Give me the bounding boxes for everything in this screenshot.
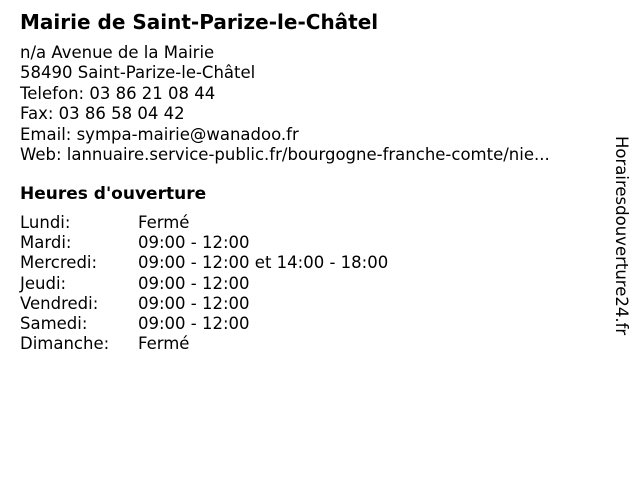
hours-row-friday [20, 294, 388, 314]
hours-row-thursday [20, 274, 388, 294]
day-label: Mercredi: [20, 253, 98, 273]
site-watermark: Horairesdouverture24.fr [612, 136, 631, 336]
day-label: Vendredi: [20, 293, 99, 313]
hours-row-monday [20, 213, 388, 233]
website-url: Web: lannuaire.service-public.fr/bourgogne-franche-comte/nie... [20, 144, 550, 164]
hours-table [20, 213, 388, 354]
day-label: Lundi: [20, 213, 71, 232]
time-value: 09:00 - 12:00 [138, 313, 250, 333]
time-value: Fermé [138, 334, 190, 354]
address-street: n/a Avenue de la Mairie [20, 43, 215, 62]
email-address: Email: sympa-mairie@wanadoo.fr [20, 124, 299, 144]
day-label: Jeudi: [20, 273, 67, 293]
day-label: Dimanche: [20, 334, 110, 354]
contact-block [20, 43, 550, 165]
time-value: 09:00 - 12:00 [138, 273, 250, 293]
time-value: 09:00 - 12:00 [138, 293, 250, 313]
hours-row-wednesday [20, 253, 388, 273]
address-city: 58490 Saint-Parize-le-Châtel [20, 63, 256, 83]
fax-number: Fax: 03 86 58 04 42 [20, 104, 185, 124]
time-value: Fermé [138, 213, 190, 232]
hours-row-tuesday [20, 233, 388, 253]
hours-heading: Heures d'ouverture [20, 184, 207, 204]
hours-row-sunday [20, 334, 388, 354]
time-value: 09:00 - 12:00 et 14:00 - 18:00 [138, 253, 389, 273]
day-label: Samedi: [20, 313, 88, 333]
day-label: Mardi: [20, 233, 72, 253]
place-title: Mairie de Saint-Parize-le-Châtel [20, 10, 379, 34]
phone-number: Telefon: 03 86 21 08 44 [20, 83, 216, 103]
time-value: 09:00 - 12:00 [138, 233, 250, 253]
hours-row-saturday [20, 314, 388, 334]
